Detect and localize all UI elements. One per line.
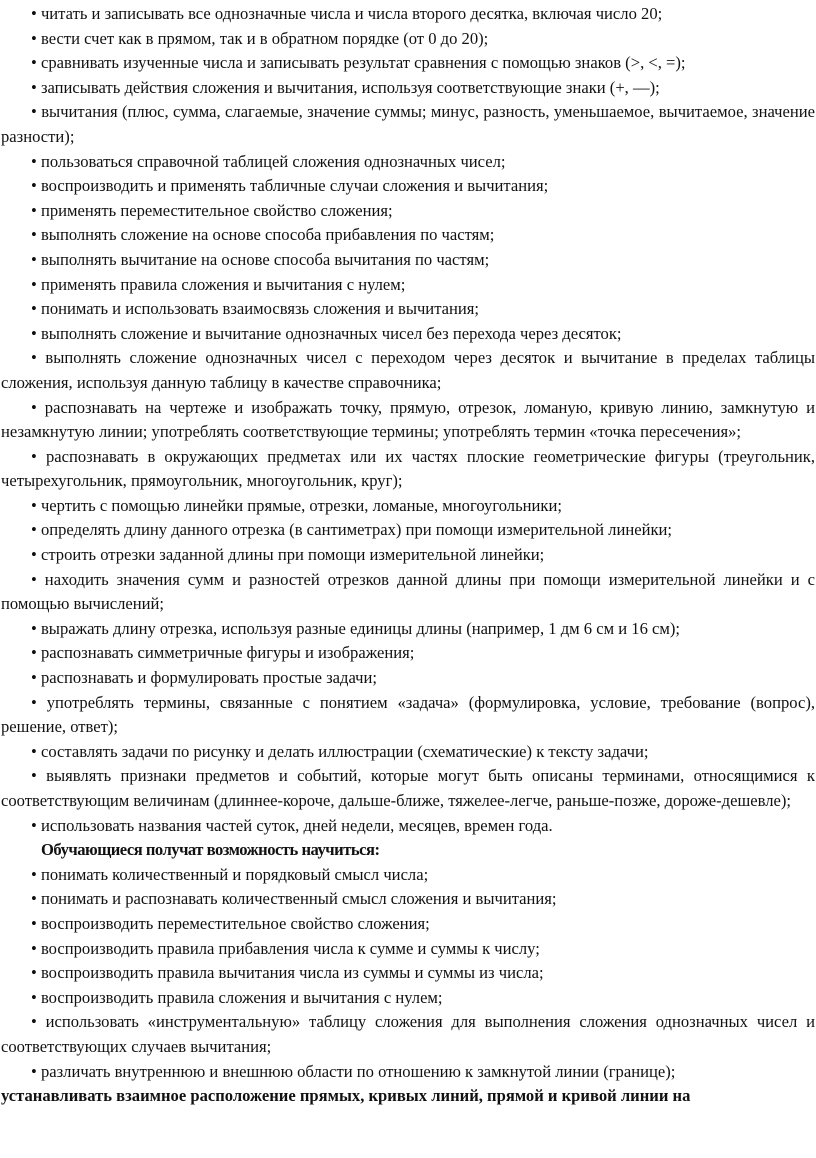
list-item: • записывать действия сложения и вычитания, используя соответствующие знаки (+, —); (31, 77, 660, 97)
opportunity-item: • воспроизводить правила прибавления числа к сумме и суммы к числу; (31, 938, 540, 958)
list-item: • выявлять признаки предметов и событий, которые могут быть описаны терминами, относящимися к соответствующим величинам (длиннее-короче, дальше-ближе, тяжелее-легче, раньше-позже, дороже-дешевле); (1, 766, 815, 810)
list-item: • читать и записывать все однозначные числа и числа второго десятка, включая число 20; (31, 4, 663, 23)
list-item: • выполнять сложение на основе способа прибавления по частям; (31, 225, 495, 245)
list-item: • применять переместительное свойство сложения; (31, 200, 393, 220)
list-item: • чертить с помощью линейки прямые, отрезки, ломаные, многоугольники; (31, 495, 562, 515)
list-item: • вести счет как в прямом, так и в обратном порядке (от 0 до 20); (31, 28, 489, 48)
list-item: • распознавать на чертеже и изображать точку, прямую, отрезок, ломаную, кривую линию, замкнутую и незамкнутую линии; употреблять соответствующие термины; употреблять термин «точка пересечения»; (1, 397, 815, 442)
list-item: • распознавать симметричные фигуры и изображения; (31, 643, 415, 663)
opportunity-item: • воспроизводить переместительное свойство сложения; (31, 913, 430, 933)
opportunity-item: • воспроизводить правила вычитания числа из суммы и суммы из числа; (31, 963, 544, 983)
list-item: • использовать названия частей суток, дней недели, месяцев, времен года. (31, 815, 553, 835)
list-item: • выполнять сложение однозначных чисел с переходом через десяток и вычитание в пределах таблицы сложения, используя данную таблицу в качестве справочника; (1, 348, 815, 392)
list-item: • определять длину данного отрезка (в сантиметрах) при помощи измерительной линейки; (31, 520, 673, 540)
opportunity-item: • понимать и распознавать количественный смысл сложения и вычитания; (31, 889, 557, 909)
opportunity-item: • использовать «инструментальную» таблицу сложения для выполнения сложения однозначных чисел и соответствующих случаев вычитания; (1, 1012, 815, 1056)
list-item: • составлять задачи по рисунку и делать иллюстрации (схематические) к тексту задачи; (31, 741, 649, 761)
list-item: • распознавать в окружающих предметах или их частях плоские геометрические фигуры (треугольник, четырехугольник, прямоугольник, многоугольник, круг); (1, 446, 815, 491)
list-item: • строить отрезки заданной длины при помощи измерительной линейки; (31, 545, 545, 565)
list-item: • понимать и использовать взаимосвязь сложения и вычитания; (31, 299, 480, 319)
list-item: • употреблять термины, связанные с понятием «задача» (формулировка, условие, требование (вопрос), решение, ответ); (1, 692, 815, 737)
opportunity-item: • понимать количественный и порядковый смысл числа; (31, 864, 429, 884)
list-item: • вычитания (плюс, сумма, слагаемые, значение суммы; минус, разность, уменьшаемое, вычитаемое, значение разности); (1, 102, 815, 146)
list-item: • применять правила сложения и вычитания с нулем; (31, 274, 406, 294)
list-item: • выражать длину отрезка, используя разные единицы длины (например, 1 дм 6 см и 16 см); (31, 618, 681, 638)
list-item: • выполнять сложение и вычитание однозначных чисел без перехода через десяток; (31, 323, 622, 343)
list-item: • пользоваться справочной таблицей сложения однозначных чисел; (31, 151, 506, 171)
section-heading: Обучающиеся получат возможность научиться: (41, 840, 380, 860)
opportunity-item: • различать внутреннюю и внешнюю области по отношению к замкнутой линии (границе); (31, 1061, 676, 1081)
list-item: • воспроизводить и применять табличные случаи сложения и вычитания; (31, 176, 549, 196)
trailing-line: устанавливать взаимное расположение прямых, кривых линий, прямой и кривой линии на (1, 1086, 691, 1106)
list-item: • сравнивать изученные числа и записывать результат сравнения с помощью знаков (>, <, =); (31, 53, 686, 73)
list-item: • распознавать и формулировать простые задачи; (31, 668, 378, 688)
list-item: • находить значения сумм и разностей отрезков данной длины при помощи измерительной линейки и с помощью вычислений; (1, 569, 815, 614)
list-item: • выполнять вычитание на основе способа вычитания по частям; (31, 249, 490, 269)
opportunity-item: • воспроизводить правила сложения и вычитания с нулем; (31, 987, 443, 1007)
